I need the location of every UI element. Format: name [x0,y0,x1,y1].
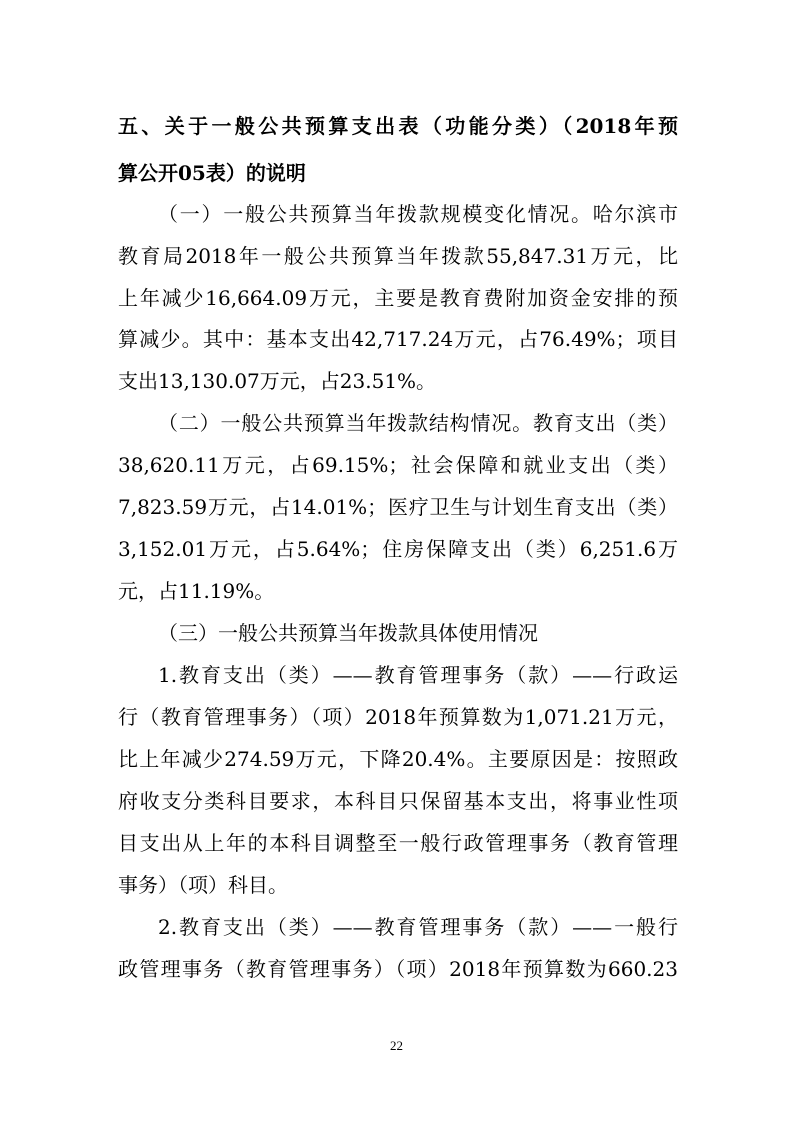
paragraph-1-line-4: 算减少。其中：基本支出42,717.24万元，占76.49%；项目 [118,327,678,351]
item-1-line-6: 事务）（项）科目。 [118,873,288,897]
item-1-line-2: 行（教育管理事务）（项）2018年预算数为1,071.21万元， [118,705,678,729]
page-number: 22 [390,1038,403,1053]
paragraph-1-line-1: （一）一般公共预算当年拨款规模变化情况。哈尔滨市 [158,202,678,226]
paragraph-1-line-5: 支出13,130.07万元，占23.51%。 [118,369,437,393]
paragraph-1-line-3: 上年减少16,664.09万元，主要是教育费附加资金安排的预 [118,286,678,310]
item-1-line-5: 目支出从上年的本科目调整至一般行政管理事务（教育管理 [118,831,678,855]
subsection-heading-3: （三）一般公共预算当年拨款具体使用情况 [158,621,538,645]
item-1-line-1: 1.教育支出（类）——教育管理事务（款）——行政运 [158,663,678,687]
paragraph-2-line-3: 7,823.59万元，占14.01%；医疗卫生与计划生育支出（类） [118,495,678,519]
paragraph-2-line-2: 38,620.11万元，占69.15%；社会保障和就业支出（类） [118,453,678,477]
section-heading-line-1: 五、关于一般公共预算支出表（功能分类）（2018年预 [118,114,678,138]
paragraph-2-line-4: 3,152.01万元，占5.64%；住房保障支出（类）6,251.6万 [118,537,678,561]
item-2-line-2: 政管理事务（教育管理事务）（项）2018年预算数为660.23 [118,957,678,981]
section-heading-line-2: 算公开05表）的说明 [118,161,306,185]
item-1-line-4: 府收支分类科目要求，本科目只保留基本支出，将事业性项 [118,789,678,813]
paragraph-1-line-2: 教育局2018年一般公共预算当年拨款55,847.31万元，比 [118,244,678,268]
paragraph-2-line-5: 元，占11.19%。 [118,579,275,603]
item-2-line-1: 2.教育支出（类）——教育管理事务（款）——一般行 [158,915,678,939]
item-1-line-3: 比上年减少274.59万元，下降20.4%。主要原因是：按照政 [118,747,678,771]
paragraph-2-line-1: （二）一般公共预算当年拨款结构情况。教育支出（类） [158,411,678,435]
